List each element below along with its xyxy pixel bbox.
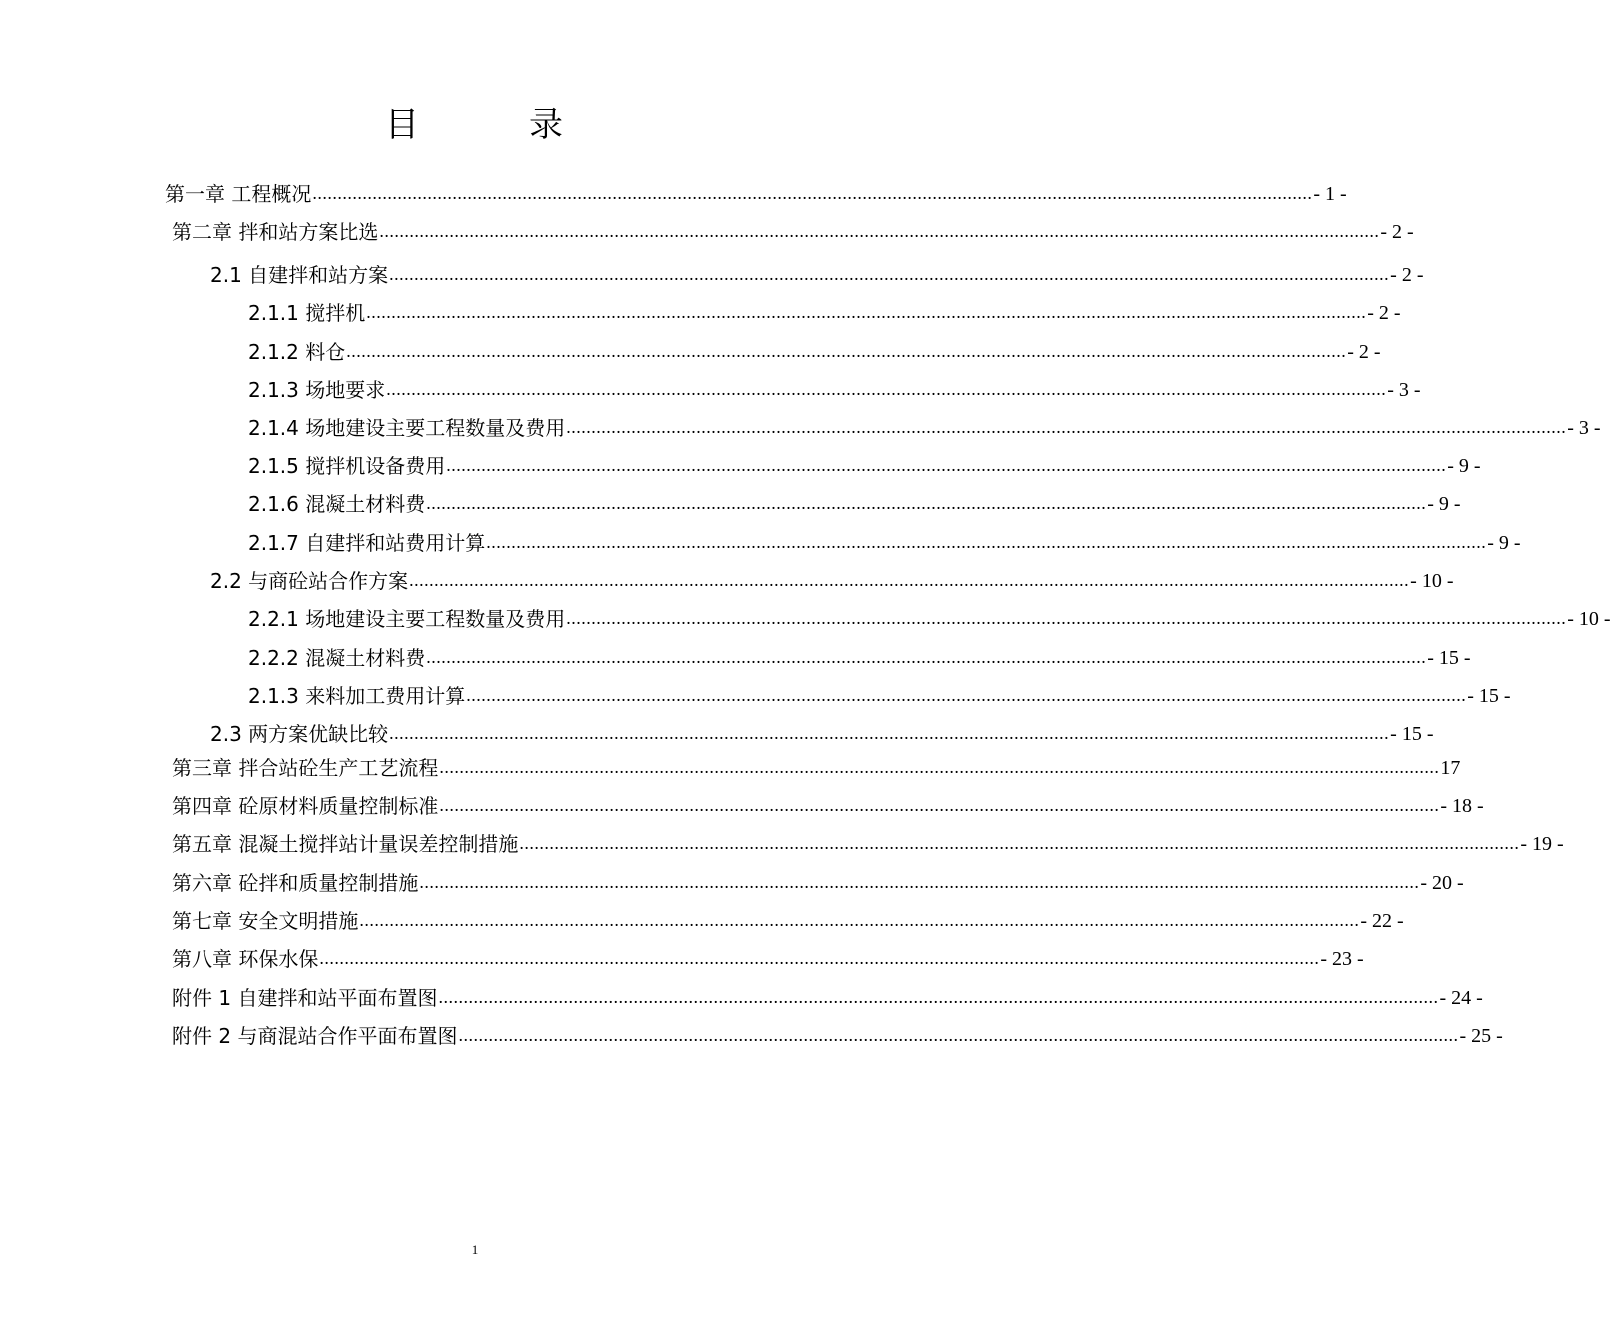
toc-leader-dots: ........................................................................................................................................................................................................ [566, 417, 1567, 437]
toc-entry-title: 第三章 拌合站砼生产工艺流程 [172, 756, 439, 780]
toc-leader-dots: ........................................................................................................................................................................................................ [426, 647, 1427, 667]
toc-entry[interactable] [210, 563, 1454, 593]
toc-entry[interactable] [172, 903, 1404, 933]
toc-entry-title: 附件 2 与商混站合作平面布置图 [172, 1024, 458, 1048]
toc-entry-title: 2.3 两方案优缺比较 [210, 722, 389, 746]
toc-leader-dots: ........................................................................................................................................................................................................ [379, 221, 1380, 241]
toc-entry-title: 第七章 安全文明措施 [172, 909, 359, 933]
toc-entry[interactable] [165, 176, 1347, 206]
toc-entry-page: - 9 - [1427, 493, 1461, 515]
toc-entry-title: 2.2.1 场地建设主要工程数量及费用 [248, 607, 566, 631]
toc-entry[interactable] [172, 788, 1484, 818]
toc-entry[interactable] [172, 1018, 1503, 1048]
toc-entry-page: - 20 - [1420, 872, 1464, 894]
toc-leader-dots: ........................................................................................................................................................................................................ [426, 493, 1427, 513]
toc-entry-page: - 10 - [1410, 570, 1454, 592]
toc-entry-title: 2.1.3 来料加工费用计算 [248, 684, 466, 708]
toc-leader-dots: ........................................................................................................................................................................................................ [466, 685, 1467, 705]
toc-leader-dots: ........................................................................................................................................................................................................ [419, 872, 1420, 892]
toc-leader-dots: ........................................................................................................................................................................................................ [386, 379, 1387, 399]
toc-entry-title: 第八章 环保水保 [172, 947, 319, 971]
toc-entry[interactable] [248, 486, 1461, 516]
toc-entry-title: 2.1.5 搅拌机设备费用 [248, 454, 446, 478]
toc-entry-title: 2.1.1 搅拌机 [248, 301, 366, 325]
toc-entry-page: - 25 - [1459, 1025, 1503, 1047]
toc-entry[interactable] [248, 410, 1601, 440]
toc-entry[interactable] [172, 980, 1483, 1010]
toc-entry[interactable] [248, 334, 1381, 364]
toc-entry-title: 2.2 与商砼站合作方案 [210, 569, 409, 593]
toc-entry-page: - 15 - [1390, 723, 1434, 745]
toc-entry-page: - 1 - [1313, 183, 1347, 205]
toc-leader-dots: ........................................................................................................................................................................................................ [359, 910, 1360, 930]
toc-entry-page: - 9 - [1487, 532, 1521, 554]
toc-entry[interactable] [172, 214, 1414, 244]
toc-leader-dots: ........................................................................................................................................................................................................ [566, 608, 1567, 628]
toc-entry[interactable] [172, 750, 1461, 780]
page-title: 目 录 [385, 105, 601, 145]
toc-entry[interactable] [248, 601, 1611, 631]
toc-leader-dots: ........................................................................................................................................................................................................ [409, 570, 1410, 590]
toc-entry-page: - 22 - [1360, 910, 1404, 932]
toc-entry-page: - 15 - [1467, 685, 1511, 707]
toc-entry-page: - 2 - [1390, 264, 1424, 286]
toc-entry-title: 2.1.6 混凝土材料费 [248, 492, 426, 516]
toc-entry-title: 第一章 工程概况 [165, 182, 312, 206]
toc-entry-page: - 3 - [1567, 417, 1601, 439]
toc-leader-dots: ........................................................................................................................................................................................................ [366, 302, 1367, 322]
toc-entry[interactable] [248, 640, 1471, 670]
toc-entry-page: - 2 - [1380, 221, 1414, 243]
toc-entry-title: 2.1.3 场地要求 [248, 378, 386, 402]
toc-entry[interactable] [172, 826, 1564, 856]
toc-entry-title: 第六章 砼拌和质量控制措施 [172, 871, 419, 895]
toc-entry[interactable] [248, 448, 1481, 478]
toc-entry[interactable] [248, 678, 1511, 708]
toc-leader-dots: ........................................................................................................................................................................................................ [438, 987, 1439, 1007]
toc-leader-dots: ........................................................................................................................................................................................................ [319, 948, 1320, 968]
toc-entry-page: - 10 - [1567, 608, 1611, 630]
toc-entry-page: - 23 - [1320, 948, 1364, 970]
toc-entry-title: 2.1.4 场地建设主要工程数量及费用 [248, 416, 566, 440]
toc-entry-page: - 9 - [1447, 455, 1481, 477]
toc-entry[interactable] [248, 295, 1401, 325]
toc-entry[interactable] [210, 716, 1434, 746]
toc-entry-title: 第二章 拌和站方案比选 [172, 220, 379, 244]
toc-entry-title: 2.1.2 料仓 [248, 340, 346, 364]
toc-leader-dots: ........................................................................................................................................................................................................ [439, 757, 1440, 777]
toc-entry-title: 2.1.7 自建拌和站费用计算 [248, 531, 486, 555]
toc-entry[interactable] [248, 372, 1421, 402]
toc-entry-page: - 2 - [1367, 302, 1401, 324]
toc-leader-dots: ........................................................................................................................................................................................................ [389, 264, 1390, 284]
toc-entry[interactable] [172, 865, 1464, 895]
toc-entry-page: - 18 - [1440, 795, 1484, 817]
toc-entry[interactable] [210, 257, 1424, 287]
toc-entry-page: - 19 - [1520, 833, 1564, 855]
toc-entry-page: - 15 - [1427, 647, 1471, 669]
toc-entry[interactable] [172, 941, 1364, 971]
toc-entry-title: 第五章 混凝土搅拌站计量误差控制措施 [172, 832, 519, 856]
toc-leader-dots: ........................................................................................................................................................................................................ [346, 341, 1347, 361]
toc-leader-dots: ........................................................................................................................................................................................................ [458, 1025, 1459, 1045]
toc-entry[interactable] [248, 525, 1521, 555]
toc-leader-dots: ........................................................................................................................................................................................................ [312, 183, 1313, 203]
toc-entry-title: 2.1 自建拌和站方案 [210, 263, 389, 287]
toc-entry-title: 附件 1 自建拌和站平面布置图 [172, 986, 438, 1010]
toc-leader-dots: ........................................................................................................................................................................................................ [439, 795, 1440, 815]
toc-leader-dots: ........................................................................................................................................................................................................ [519, 833, 1520, 853]
toc-entry-page: 17 [1440, 757, 1461, 779]
toc-entry-page: - 2 - [1347, 341, 1381, 363]
toc-entry-page: - 24 - [1439, 987, 1483, 1009]
toc-leader-dots: ........................................................................................................................................................................................................ [486, 532, 1487, 552]
toc-entry-title: 第四章 砼原材料质量控制标准 [172, 794, 439, 818]
toc-leader-dots: ........................................................................................................................................................................................................ [389, 723, 1390, 743]
page-number: 1 [471, 1242, 479, 1257]
toc-entry-page: - 3 - [1387, 379, 1421, 401]
toc-leader-dots: ........................................................................................................................................................................................................ [446, 455, 1447, 475]
toc-entry-title: 2.2.2 混凝土材料费 [248, 646, 426, 670]
